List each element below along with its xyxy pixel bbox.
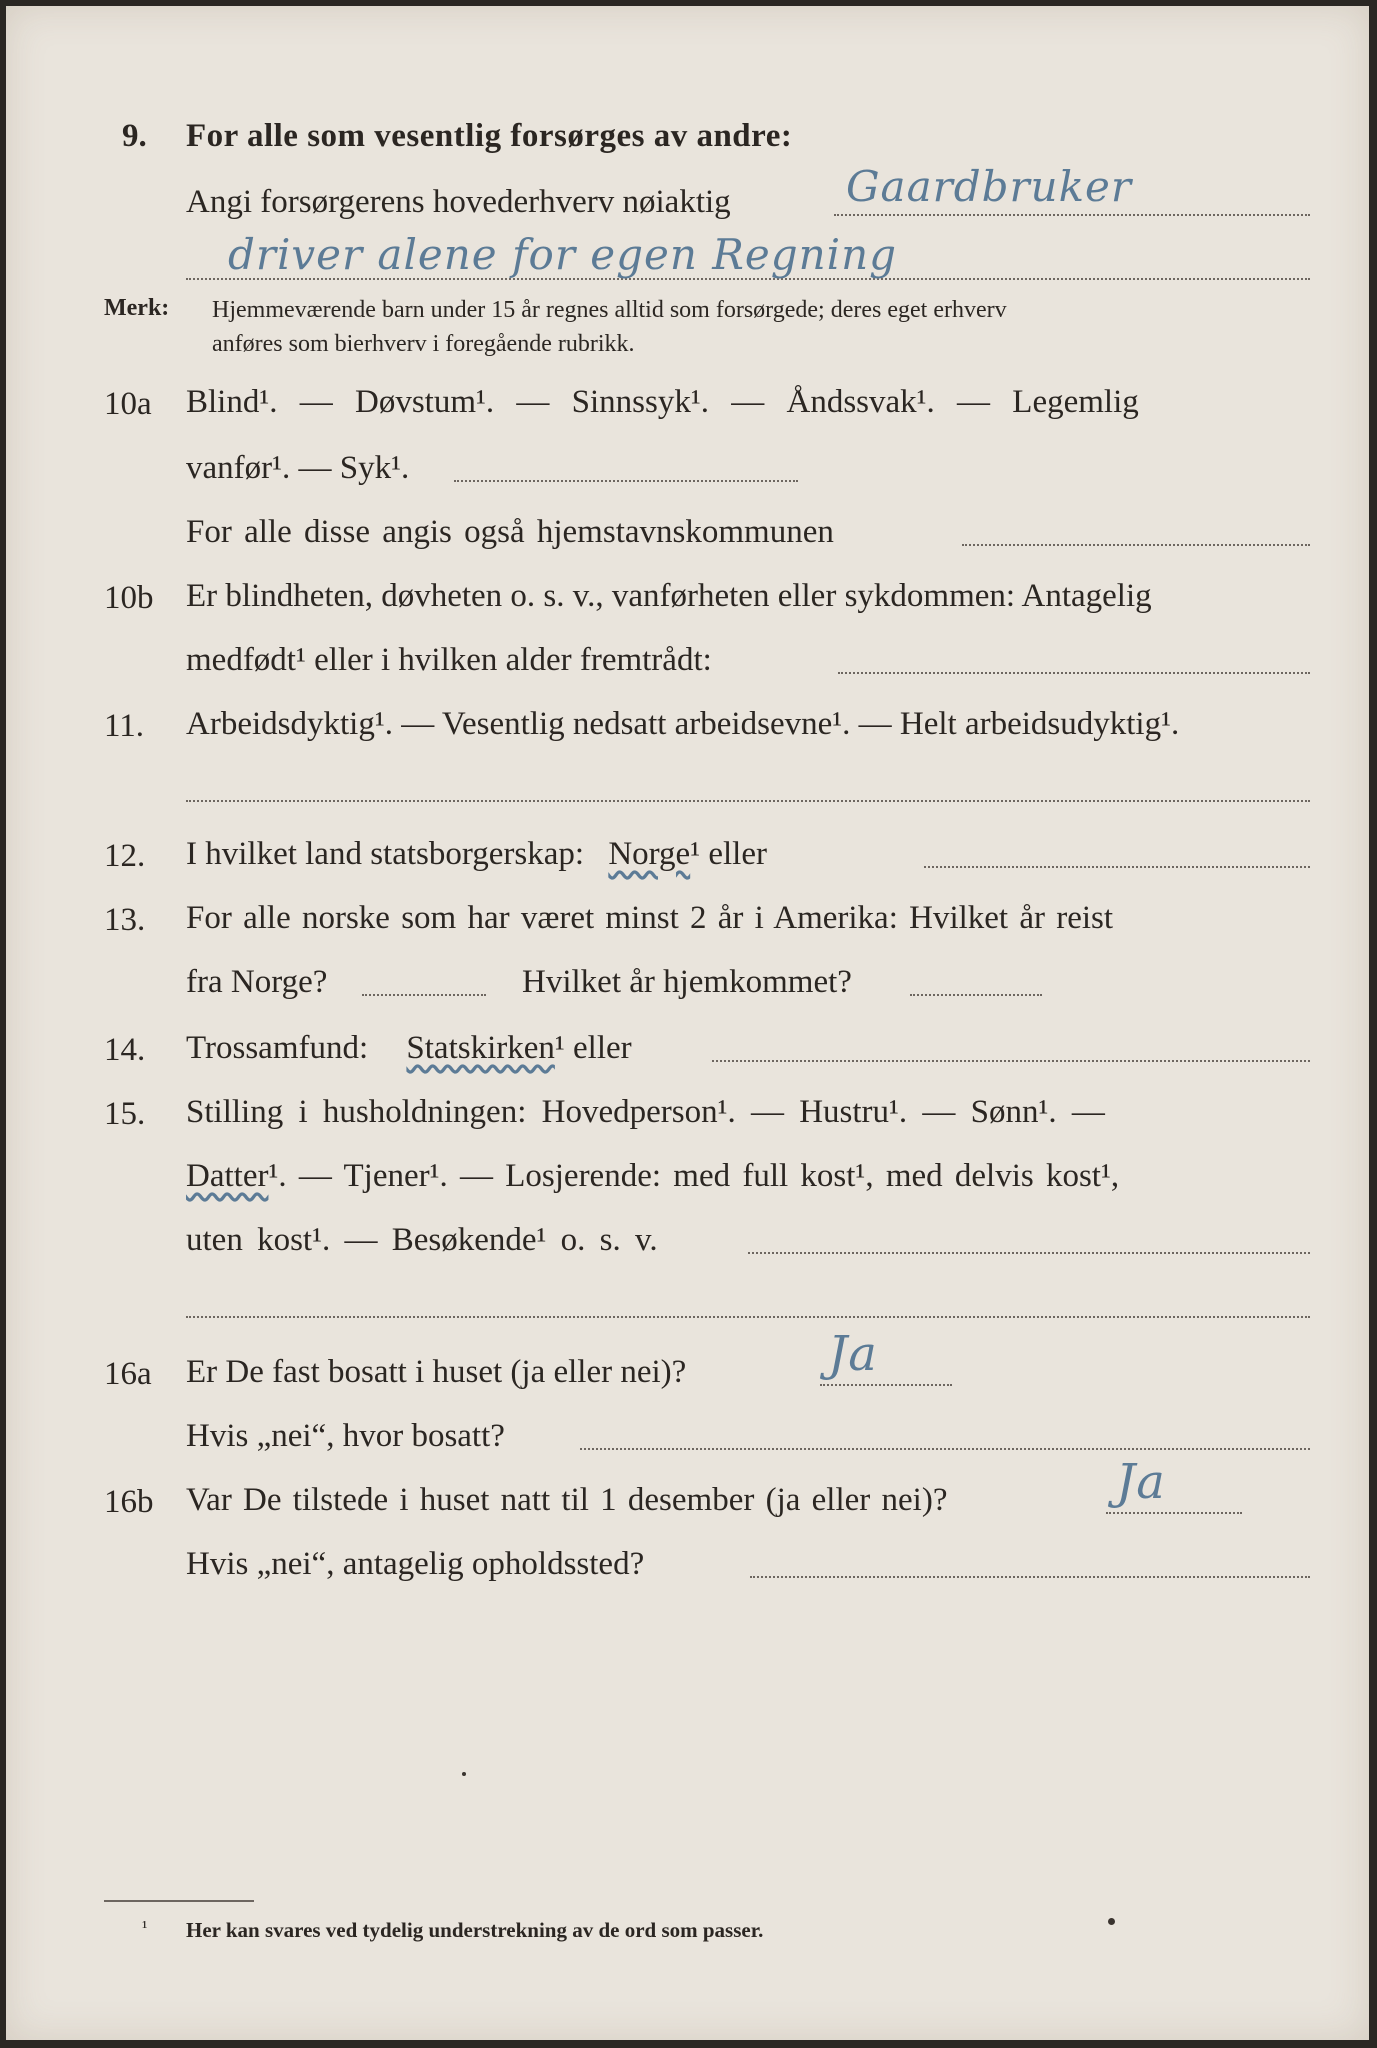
q13-hjemkommet-label: Hvilket år hjemkommet?	[522, 964, 852, 1000]
q12-answer-line	[924, 866, 1310, 868]
q16b-opholdssted-line	[750, 1576, 1310, 1578]
q9-handwritten-answer-2: driver alene for egen Regning	[228, 230, 898, 279]
q16b-line-2: Hvis „nei“, antagelig opholdssted?	[186, 1546, 645, 1582]
q16a-line-1: Er De fast bosatt i huset (ja eller nei)?	[186, 1354, 687, 1390]
q15-number: 15.	[104, 1096, 146, 1132]
q10a-kommune-line	[962, 544, 1310, 546]
q15-underlined-datter: Datter	[186, 1158, 269, 1194]
q14-underlined-statskirken: Statskirken	[406, 1030, 555, 1066]
q12-underlined-norge: Norge	[608, 836, 691, 872]
merk-label: Merk:	[104, 295, 170, 321]
q13-hjemkommet-line	[910, 994, 1042, 996]
q11-line-1: Arbeidsdyktig¹. — Vesentlig nedsatt arbeidsevne¹. — Helt arbeidsudyktig¹.	[186, 706, 1180, 742]
q10a-line-1: Blind¹. — Døvstum¹. — Sinnssyk¹. — Åndssvak¹. — Legemlig	[186, 384, 1139, 420]
q14-number: 14.	[104, 1032, 146, 1068]
q14-prefix: Trossamfund:	[186, 1030, 369, 1066]
q15-line-1: Stilling i husholdningen: Hovedperson¹. — Hustru¹. — Sønn¹. —	[186, 1094, 1105, 1130]
q10b-number: 10b	[104, 580, 154, 616]
census-form-page	[6, 6, 1369, 2040]
q13-number: 13.	[104, 902, 146, 938]
merk-line-2: anføres som bierhverv i foregående rubrikk.	[212, 331, 635, 357]
paper-speck	[1108, 1918, 1115, 1925]
q16b-handwritten-answer: Ja	[1116, 1454, 1166, 1510]
q10b-line-1: Er blindheten, døvheten o. s. v., vanførheten eller sykdommen: Antagelig	[186, 578, 1152, 614]
merk-line-1: Hjemmeværende barn under 15 år regnes alltid som forsørgede; deres eget erhverv	[212, 297, 1007, 323]
q9-number: 9.	[122, 118, 147, 154]
q11-answer-line	[186, 800, 1310, 802]
q16a-bosatt-line	[580, 1448, 1310, 1450]
q16b-line-1: Var De tilstede i huset natt til 1 desember (ja eller nei)?	[186, 1482, 948, 1518]
q14-suffix: ¹ eller	[554, 1030, 632, 1066]
q15-besokende-line	[748, 1252, 1310, 1254]
q16b-answer-line	[1106, 1512, 1242, 1514]
q16a-answer-line	[820, 1384, 952, 1386]
q13-reist-line	[362, 994, 486, 996]
q13-reist-label: fra Norge?	[186, 964, 328, 1000]
q10a-line-2: vanfør¹. — Syk¹.	[186, 450, 410, 486]
q9-prompt: Angi forsørgerens hovederhverv nøiaktig	[186, 184, 731, 220]
q10a-syk-line	[454, 480, 798, 482]
q10a-line-3: For alle disse angis også hjemstavnskommunen	[186, 514, 834, 550]
q10b-line-2: medfødt¹ eller i hvilken alder fremtrådt:	[186, 642, 712, 678]
q15-line-3: uten kost¹. — Besøkende¹ o. s. v.	[186, 1222, 658, 1258]
q16b-number: 16b	[104, 1484, 154, 1520]
q12-prefix: I hvilket land statsborgerskap:	[186, 836, 585, 872]
footnote-mark: ¹	[142, 1917, 148, 1937]
q12-suffix: ¹ eller	[690, 836, 767, 872]
q9-answer-line-1	[834, 214, 1310, 216]
q12-line	[186, 838, 767, 871]
q9-heading: For alle som vesentlig forsørges av andre:	[186, 118, 793, 154]
q12-number: 12.	[104, 838, 146, 874]
q16a-number: 16a	[104, 1356, 152, 1392]
q15-line-2-rest: ¹. — Tjener¹. — Losjerende: med full kost¹, med delvis kost¹,	[268, 1158, 1120, 1194]
q15-line-2	[186, 1160, 1119, 1193]
q11-number: 11.	[104, 708, 145, 744]
q16a-line-2: Hvis „nei“, hvor bosatt?	[186, 1418, 505, 1454]
q10b-alder-line	[838, 672, 1310, 674]
footnote-rule	[104, 1900, 254, 1902]
q10a-number: 10a	[104, 386, 152, 422]
q16a-handwritten-answer: Ja	[828, 1326, 878, 1382]
footnote-text: Her kan svares ved tydelig understrekning av de ord som passer.	[186, 1918, 764, 1942]
q13-line-1: For alle norske som har været minst 2 år i Amerika: Hvilket år reist	[186, 900, 1114, 936]
paper-speck	[462, 1772, 466, 1776]
q14-line	[186, 1032, 632, 1065]
q9-handwritten-answer-1: Gaardbruker	[846, 162, 1132, 211]
q15-answer-line	[186, 1316, 1310, 1318]
q14-answer-line	[712, 1060, 1310, 1062]
